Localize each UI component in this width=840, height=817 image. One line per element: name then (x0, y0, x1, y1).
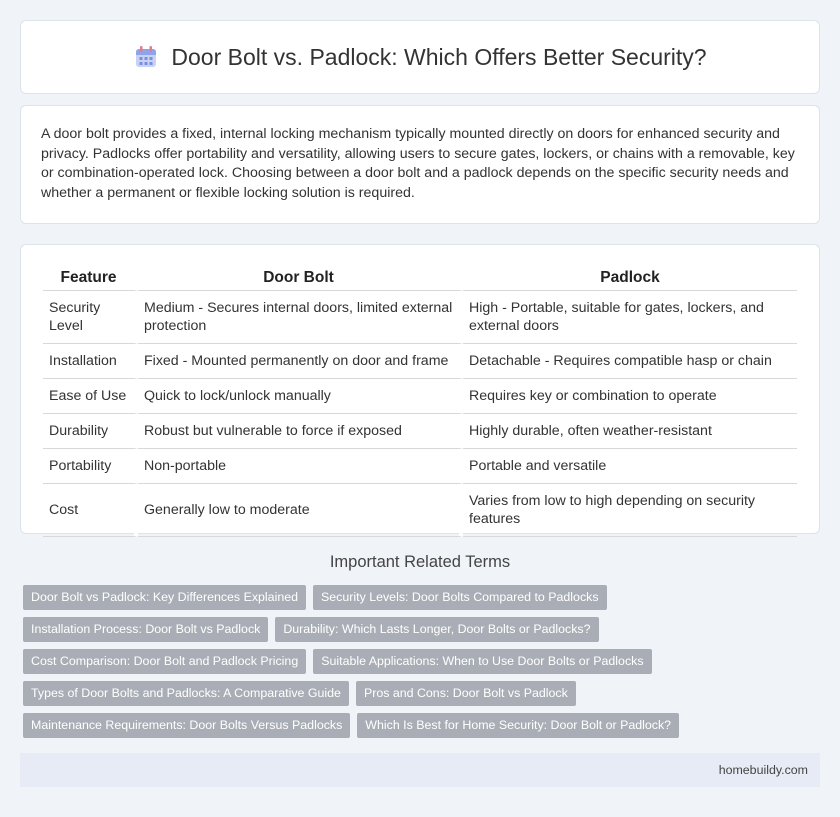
page-header (20, 20, 820, 94)
padlock-cell: Portable and versatile (463, 449, 797, 484)
feature-cell: Durability (43, 414, 138, 449)
calendar-icon (133, 44, 159, 70)
related-term-tag[interactable]: Suitable Applications: When to Use Door Bolts or Padlocks (313, 649, 651, 674)
table-row (43, 291, 797, 344)
related-term-tag[interactable]: Durability: Which Lasts Longer, Door Bolts or Padlocks? (275, 617, 598, 642)
column-header-door-bolt: Door Bolt (138, 265, 463, 291)
related-terms-heading: Important Related Terms (329, 553, 511, 571)
padlock-cell: Highly durable, often weather-resistant (463, 414, 797, 449)
related-term-tag[interactable]: Pros and Cons: Door Bolt vs Padlock (356, 681, 576, 706)
related-term-tag[interactable]: Cost Comparison: Door Bolt and Padlock Pricing (23, 649, 306, 674)
table-row (43, 414, 797, 449)
related-term-tag[interactable]: Installation Process: Door Bolt vs Padlock (23, 617, 268, 642)
related-term-tag[interactable]: Security Levels: Door Bolts Compared to Padlocks (313, 585, 607, 610)
related-term-tag[interactable]: Door Bolt vs Padlock: Key Differences Explained (23, 585, 306, 610)
column-header-padlock: Padlock (463, 265, 797, 291)
column-header-feature: Feature (43, 265, 138, 291)
door-bolt-cell: Quick to lock/unlock manually (138, 379, 463, 414)
feature-cell: Ease of Use (43, 379, 138, 414)
feature-cell: Security Level (43, 291, 138, 344)
page-title: Door Bolt vs. Padlock: Which Offers Better Security? (171, 43, 707, 70)
related-term-tag[interactable]: Maintenance Requirements: Door Bolts Versus Padlocks (23, 713, 350, 738)
comparison-section (20, 244, 820, 534)
table-row (43, 484, 797, 537)
comparison-table (43, 265, 797, 537)
table-header-row (43, 265, 797, 291)
padlock-cell: High - Portable, suitable for gates, lockers, and external doors (463, 291, 797, 344)
feature-cell: Portability (43, 449, 138, 484)
related-term-tag[interactable]: Types of Door Bolts and Padlocks: A Comparative Guide (23, 681, 349, 706)
door-bolt-cell: Fixed - Mounted permanently on door and frame (138, 344, 463, 379)
door-bolt-cell: Robust but vulnerable to force if exposed (138, 414, 463, 449)
intro-text: A door bolt provides a fixed, internal locking mechanism typically mounted directly on doors for enhanced security and privacy. Padlocks offer portability and versatility, allowing users to secure gates, lockers, or chains with a removable, key or combination-operated lock. Choosing between a door bolt and a padlock depends on the specific security needs and whether a permanent or flexible locking solution is required. (41, 126, 795, 201)
page-footer (20, 753, 820, 787)
table-row (43, 379, 797, 414)
intro-section (20, 105, 820, 224)
related-terms-section (20, 553, 820, 745)
door-bolt-cell: Medium - Secures internal doors, limited external protection (138, 291, 463, 344)
related-terms-tags (20, 585, 820, 745)
door-bolt-cell: Generally low to moderate (138, 484, 463, 537)
footer-site-link[interactable]: homebuildy.com (718, 763, 808, 777)
door-bolt-cell: Non-portable (138, 449, 463, 484)
padlock-cell: Requires key or combination to operate (463, 379, 797, 414)
feature-cell: Cost (43, 484, 138, 537)
padlock-cell: Varies from low to high depending on security features (463, 484, 797, 537)
feature-cell: Installation (43, 344, 138, 379)
padlock-cell: Detachable - Requires compatible hasp or chain (463, 344, 797, 379)
table-row (43, 449, 797, 484)
table-row (43, 344, 797, 379)
related-term-tag[interactable]: Which Is Best for Home Security: Door Bolt or Padlock? (357, 713, 679, 738)
